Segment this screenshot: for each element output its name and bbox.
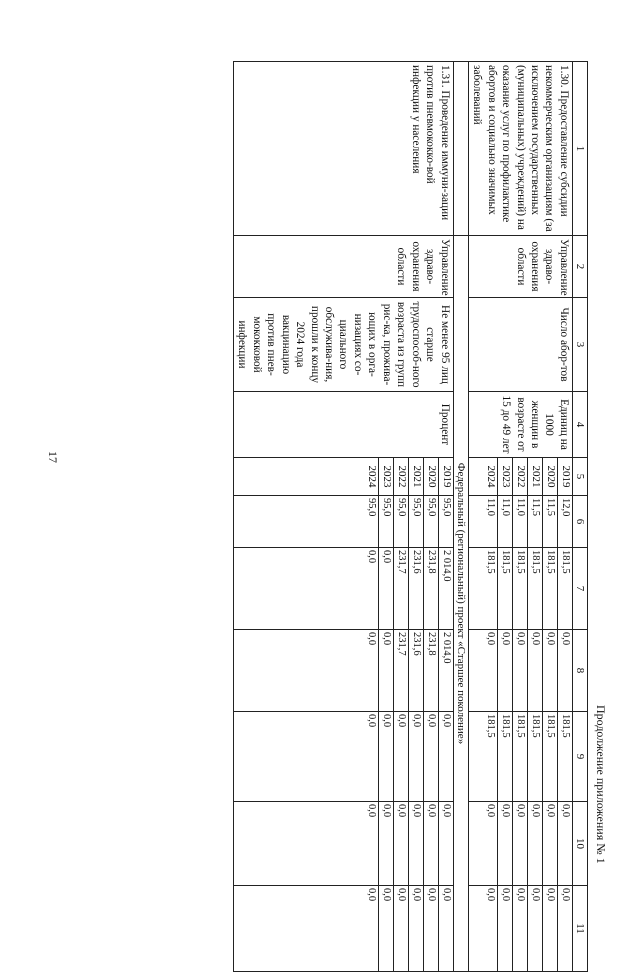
column-number-row	[572, 62, 587, 972]
funding-other-value: 0,0	[423, 886, 438, 971]
funding-local-value: 0,0	[423, 802, 438, 885]
indicator-value-value: 12,0	[557, 496, 572, 547]
indicator-value-value: 95,0	[423, 496, 438, 547]
funding-other-value: 0,0	[557, 886, 572, 971]
funding-federal-value: 0,0	[365, 632, 377, 646]
funding-total-value: 231,7	[393, 548, 408, 629]
funding-other	[468, 886, 572, 972]
indicator-value-value: 11,0	[497, 496, 512, 547]
funding-federal-value: 0,0	[527, 630, 542, 711]
executor: Управление здраво-охранения области	[233, 236, 453, 298]
funding-other-value: 0,0	[408, 886, 423, 971]
funding-local-value: 0,0	[542, 802, 557, 885]
measure-row	[233, 62, 453, 972]
year-value: 2024	[365, 465, 378, 488]
funding-other-value: 0,0	[378, 886, 393, 971]
funding-local-value: 0,0	[408, 802, 423, 885]
funding-other-value: 0,0	[512, 886, 527, 971]
column-number-8: 8	[572, 630, 587, 712]
funding-federal-value: 2 014,0	[438, 630, 453, 711]
funding-federal	[468, 630, 572, 712]
funding-total-value: 181,5	[497, 548, 512, 629]
indicator: Не менее 95 лиц старше трудоспособ-ного возраста из групп рис-ка, проживa-ющих в орга-низациях со-циального обслужива-ния, прошли к концу 2024 года вакцинацию против пнев-мококковой инфекции	[233, 298, 453, 392]
column-number-11: 11	[572, 886, 587, 972]
funding-regional-value: 181,5	[542, 712, 557, 801]
funding-other-value: 0,0	[542, 886, 557, 971]
funding-federal-value: 0,0	[378, 630, 393, 711]
column-number-2: 2	[572, 236, 587, 298]
funding-federal-value: 0,0	[557, 630, 572, 711]
funding-regional-value: 181,5	[557, 712, 572, 801]
funding-federal-value: 231,6	[408, 630, 423, 711]
column-number-7: 7	[572, 548, 587, 630]
funding-total-value: 181,5	[484, 550, 496, 574]
year-value: 2022	[393, 458, 408, 495]
measure-name: 1.31. Проведение иммуни-зации против пневмококко-вой инфекции у населения	[233, 62, 453, 236]
funding-total-value: 231,8	[423, 548, 438, 629]
funding-local	[468, 802, 572, 886]
funding-regional-value: 181,5	[484, 714, 496, 738]
funding-total-value: 181,5	[527, 548, 542, 629]
funding-other-value: 0,0	[527, 886, 542, 971]
funding-regional-value: 0,0	[423, 712, 438, 801]
indicator-value	[233, 496, 453, 548]
year-value: 2019	[557, 458, 572, 495]
funding-regional-value: 0,0	[365, 714, 377, 728]
indicator-value-value: 11,0	[484, 498, 496, 516]
column-number-10: 10	[572, 802, 587, 886]
unit: Единиц на 1000 женщин в возрасте от 15 до 49 лет	[468, 392, 572, 458]
indicator-value-value: 95,0	[378, 496, 393, 547]
year-value: 2022	[512, 458, 527, 495]
year-value: 2019	[438, 458, 453, 495]
funding-total-value: 2 014,0	[438, 548, 453, 629]
funding-federal-value: 231,7	[393, 630, 408, 711]
year-value: 2021	[527, 458, 542, 495]
funding-total-value: 0,0	[378, 548, 393, 629]
indicator-value	[468, 496, 572, 548]
column-number-1: 1	[572, 62, 587, 236]
column-number-4: 4	[572, 392, 587, 458]
project-spacer	[453, 62, 468, 236]
funding-federal-value: 0,0	[484, 632, 496, 646]
funding-regional	[468, 712, 572, 802]
indicator-value-value: 11,5	[527, 496, 542, 547]
funding-local-value: 0,0	[378, 802, 393, 885]
funding-federal	[233, 630, 453, 712]
funding-other	[233, 886, 453, 972]
funding-local-value: 0,0	[393, 802, 408, 885]
funding-total-value: 231,6	[408, 548, 423, 629]
funding-other-value: 0,0	[497, 886, 512, 971]
funding-other-value: 0,0	[484, 888, 496, 902]
funding-regional-value: 181,5	[512, 712, 527, 801]
column-number-5: 5	[572, 458, 587, 496]
funding-regional-value: 0,0	[378, 712, 393, 801]
indicator-value-value: 95,0	[438, 496, 453, 547]
column-number-6: 6	[572, 496, 587, 548]
funding-local-value: 0,0	[365, 804, 377, 818]
funding-local-value: 0,0	[484, 804, 496, 818]
year-value: 2020	[423, 458, 438, 495]
funding-federal-value: 0,0	[542, 630, 557, 711]
funding-local-value: 0,0	[557, 802, 572, 885]
funding-local-value: 0,0	[527, 802, 542, 885]
measure-name: 1.30. Предоставление субсидии некоммерческим организациям (за исключением государственных (муниципальных) учреждений) на оказание услуг по профилактике абортов и социально значимых заболеваний	[468, 62, 572, 236]
year	[233, 458, 453, 496]
year-value: 2024	[484, 465, 497, 488]
funding-total-value: 0,0	[365, 550, 377, 564]
funding-other-value: 0,0	[438, 886, 453, 971]
funding-federal-value: 0,0	[512, 630, 527, 711]
page-number: 17	[46, 451, 60, 463]
funding-total-value: 181,5	[557, 548, 572, 629]
year-value: 2023	[378, 458, 393, 495]
funding-local-value: 0,0	[512, 802, 527, 885]
indicator: Число абор-тов	[468, 298, 572, 392]
year	[468, 458, 572, 496]
funding-federal-value: 0,0	[497, 630, 512, 711]
funding-total-value: 181,5	[512, 548, 527, 629]
funding-regional-value: 0,0	[408, 712, 423, 801]
funding-other-value: 0,0	[393, 886, 408, 971]
rotated-document-page	[46, 15, 610, 934]
indicator-value-value: 95,0	[393, 496, 408, 547]
indicator-value-value: 95,0	[408, 496, 423, 547]
program-table	[233, 61, 588, 972]
funding-federal-value: 231,8	[423, 630, 438, 711]
indicator-value-value: 95,0	[365, 498, 377, 517]
year-value: 2020	[542, 458, 557, 495]
funding-total	[468, 548, 572, 630]
funding-regional-value: 181,5	[497, 712, 512, 801]
funding-total-value: 181,5	[542, 548, 557, 629]
executor: Управление здраво-охранения области	[468, 236, 572, 298]
unit: Процент	[233, 392, 453, 458]
project-header: Федеральный (региональный) проект «Старшее поколение»	[453, 236, 468, 972]
column-number-9: 9	[572, 712, 587, 802]
column-number-3: 3	[572, 298, 587, 392]
measure-row	[468, 62, 572, 972]
indicator-value-value: 11,0	[512, 496, 527, 547]
indicator-value-value: 11,5	[542, 496, 557, 547]
year-value: 2021	[408, 458, 423, 495]
funding-total	[233, 548, 453, 630]
funding-regional	[233, 712, 453, 802]
funding-regional-value: 181,5	[527, 712, 542, 801]
continuation-label: Продолжение приложения № 1	[594, 705, 608, 864]
funding-regional-value: 0,0	[438, 712, 453, 801]
funding-local-value: 0,0	[438, 802, 453, 885]
year-value: 2023	[497, 458, 512, 495]
funding-regional-value: 0,0	[393, 712, 408, 801]
project-header-row	[453, 62, 468, 972]
funding-other-value: 0,0	[365, 888, 377, 902]
funding-local	[233, 802, 453, 886]
funding-local-value: 0,0	[497, 802, 512, 885]
